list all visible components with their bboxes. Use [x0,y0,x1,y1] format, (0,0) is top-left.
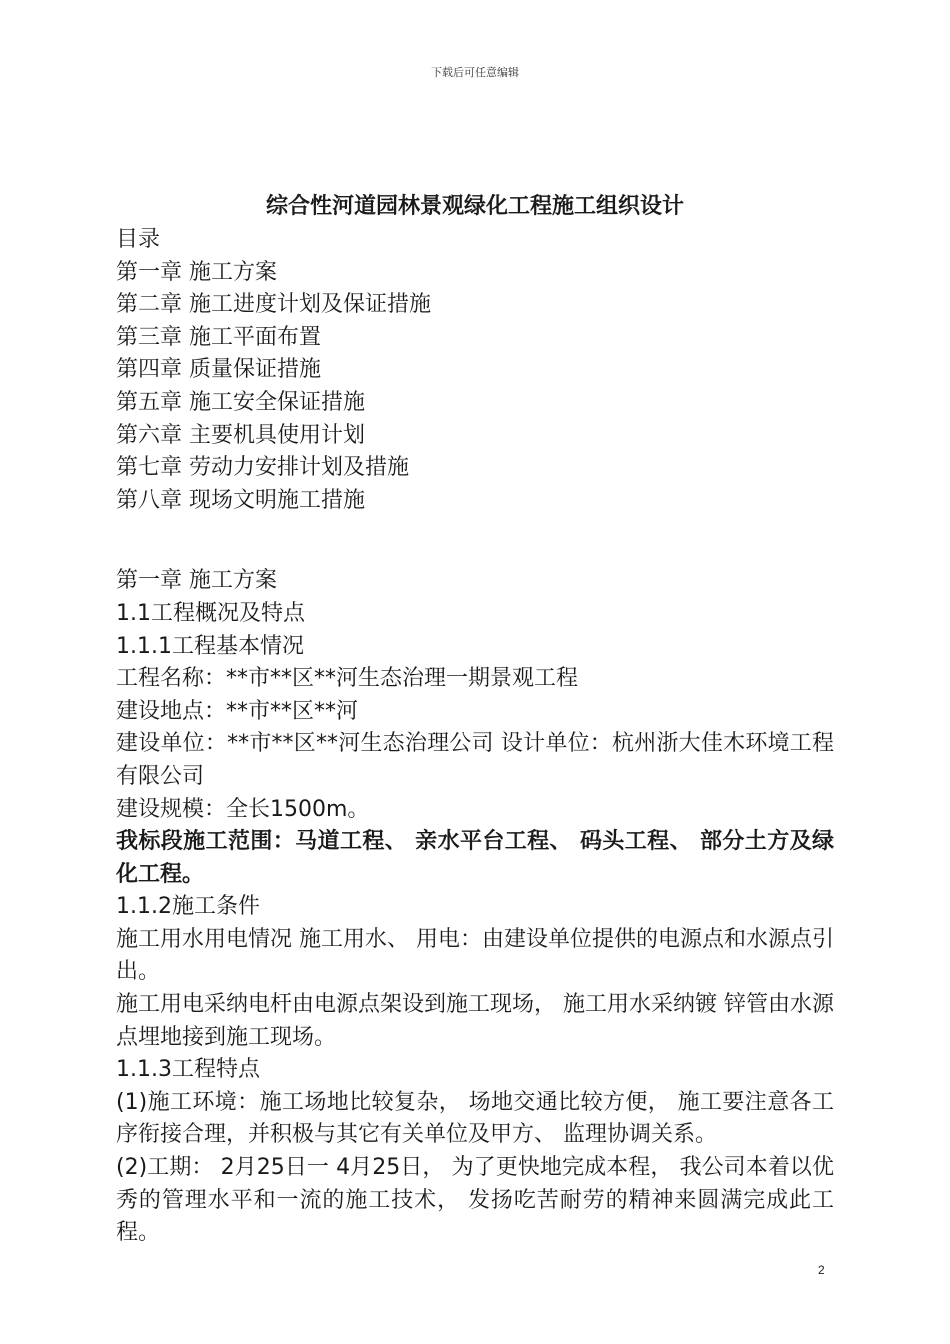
subsection-heading: 1.1.1工程基本情况 [116,633,304,659]
project-name: 工程名称：**市**区**河生态治理一期景观工程 [116,666,579,692]
subsection-heading: 1.1.2施工条件 [116,894,260,920]
toc-item: 第三章 施工平面布置 [116,324,321,350]
header-note: 下载后可任意编辑 [431,66,519,79]
document-body [116,190,834,1250]
toc-item: 第八章 现场文明施工措施 [116,487,365,513]
feature-paragraph: (2)工期： 2月25日一 4月25日， 为了更快地完成本程， 我公司本着以优秀的管理水平和一流的施工技术， 发扬吃苦耐劳的精神来圆满完成此工程。 [116,1155,834,1246]
project-units: 建设单位：**市**区**河生态治理公司 设计单位：杭州浙大佳木环境工程有限公司 [116,731,834,789]
project-location: 建设地点：**市**区**河 [116,698,359,724]
toc-item: 第四章 质量保证措施 [116,357,321,383]
subsection-heading: 1.1.3工程特点 [116,1057,260,1083]
page-number: 2 [818,1263,825,1277]
toc-item: 第七章 劳动力安排计划及措施 [116,455,409,481]
condition-paragraph: 施工用水用电情况 施工用水、 用电：由建设单位提供的电源点和水源点引出。 [116,926,834,985]
construction-scope: 我标段施工范围：马道工程、 亲水平台工程、 码头工程、 部分土方及绿化工程。 [116,829,834,887]
toc-item: 第二章 施工进度计划及保证措施 [116,292,431,318]
section-gap [116,517,834,565]
toc-item: 第六章 主要机具使用计划 [116,422,365,448]
condition-paragraph: 施工用电采纳电杆由电源点架设到施工现场， 施工用水采纳镀 锌管由水源点埋地接到施工现场。 [116,992,834,1050]
document-title: 综合性河道园林景观绿化工程施工组织设计 [265,194,684,219]
toc-heading: 目录 [116,227,161,252]
toc-item: 第一章 施工方案 [116,259,277,285]
table-of-contents [116,224,834,517]
chapter-heading: 第一章 施工方案 [116,568,277,594]
feature-paragraph: (1)施工环境：施工场地比较复杂， 场地交通比较方便， 施工要注意各工序衔接合理，并积极与其它有关单位及甲方、 监理协调关系。 [116,1089,834,1148]
chapter-one [116,565,834,1249]
project-scale: 建设规模：全长1500m。 [116,796,370,822]
section-heading: 1.1工程概况及特点 [116,600,305,626]
toc-item: 第五章 施工安全保证措施 [116,389,365,415]
